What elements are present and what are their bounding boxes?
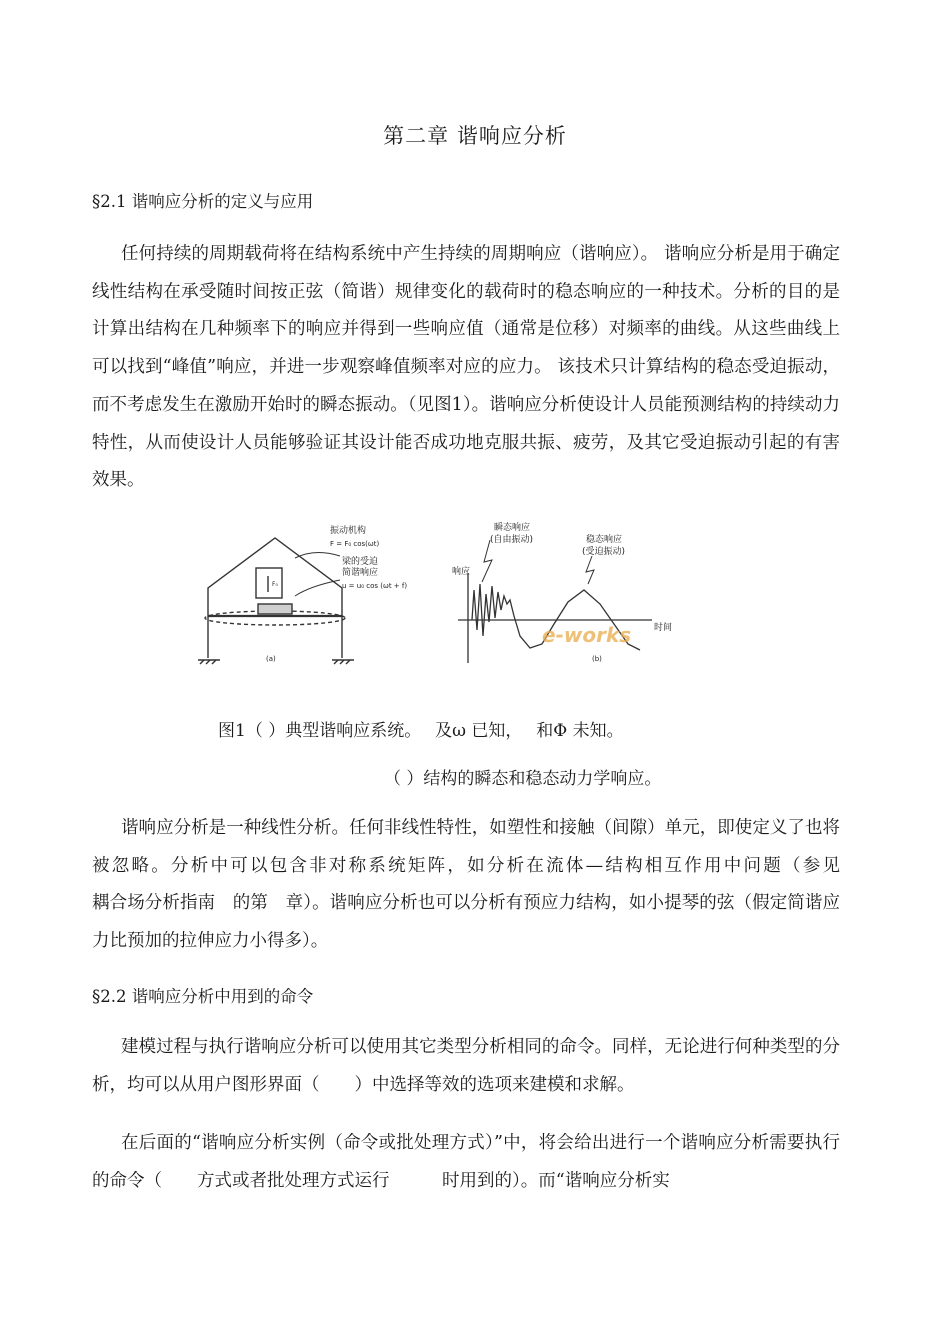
- label-sub-a: (a): [266, 655, 276, 663]
- label-mechanism: 振动机构: [330, 526, 367, 536]
- label-displacement-equation: u = u₀ cos (ωt + f): [342, 582, 408, 590]
- figure-caption-line1: 图1（ ）典型谐响应系统。 及ω 已知， 和Φ 未知。: [218, 721, 624, 741]
- section-heading-2-1: §2.1 谐响应分析的定义与应用: [92, 192, 314, 211]
- figure-harmonic-system: [190, 518, 710, 668]
- label-transient-line2: (自由振动): [490, 535, 534, 545]
- label-beam-line2: 简谐响应: [342, 568, 379, 578]
- paragraph-modeling: 建模过程与执行谐响应分析可以使用其它类型分析相同的命令。同样，无论进行何种类型的分析，均可以从用户图形界面（ ）中选择等效的选项来建模和求解。: [92, 1037, 840, 1095]
- label-beam-line1: 梁的受迫: [342, 557, 379, 567]
- label-transient-line1: 瞬态响应: [494, 523, 531, 533]
- label-force-equation: F = F₀ cos(ωt): [330, 540, 380, 548]
- watermark-logo: e-works: [542, 623, 632, 647]
- label-steady-line2: (受迫振动): [582, 547, 626, 557]
- label-f0: F₀: [272, 581, 278, 588]
- paragraph-definition: 任何持续的周期载荷将在结构系统中产生持续的周期响应（谐响应）。 谐响应分析是用于确定线性结构在承受随时间按正弦（简谐）规律变化的载荷时的稳态响应的一种技术。分析的目的是计算出结构在几种频率下的响应并得到一些响应值（通常是位移）对频率的曲线。从这些曲线上可以找到“峰值”响应，并进一步观察峰值频率对应的应力。 该技术只计算结构的稳态受迫振动，而不考虑发生在激励开始时的瞬态振动。（见图1）。谐响应分析使设计人员能预测结构的持续动力特性，从而使设计人员能够验证其设计能否成功地克服共振、疲劳，及其它受迫振动引起的有害效果。: [92, 244, 840, 491]
- label-y-axis: 响应: [452, 567, 471, 577]
- label-x-axis: 时间: [654, 623, 673, 633]
- paragraph-example: 在后面的“谐响应分析实例（命令或批处理方式）”中，将会给出进行一个谐响应分析需要执行的命令（ 方式或者批处理方式运行 时用到的）。而“谐响应分析实: [92, 1133, 840, 1191]
- chapter-title: 第二章 谐响应分析: [383, 124, 567, 148]
- label-sub-b: (b): [592, 655, 602, 663]
- figure-caption-line2: （ ）结构的瞬态和稳态动力学响应。: [384, 769, 662, 789]
- label-steady-line1: 稳态响应: [586, 535, 623, 545]
- figure-a-structure: [198, 538, 354, 664]
- paragraph-linear-analysis: 谐响应分析是一种线性分析。任何非线性特性，如塑性和接触（间隙）单元，即使定义了也将被忽略。分析中可以包含非对称系统矩阵，如分析在流体—结构相互作用中问题（参见 耦合场分析指南 的第 章）。谐响应分析也可以分析有预应力结构，如小提琴的弦（假定简谐应力比预加的拉伸应力小得多）。: [92, 818, 910, 952]
- section-heading-2-2: §2.2 谐响应分析中用到的命令: [92, 987, 314, 1006]
